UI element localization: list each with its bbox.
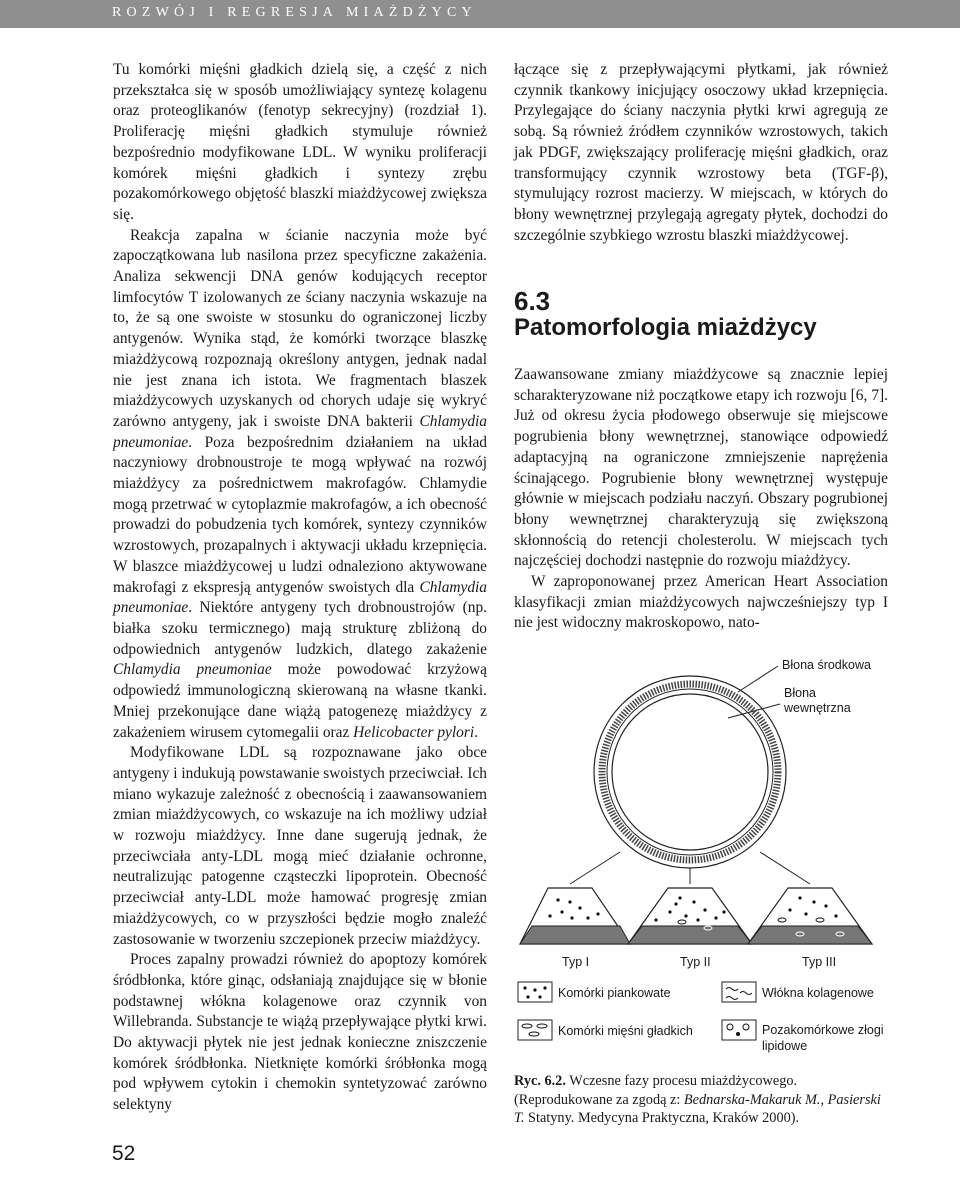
legend-foam-cells bbox=[518, 982, 671, 1002]
legend-collagen-label: Włókna kolagenowe bbox=[762, 986, 874, 1000]
paragraph: Zaawansowane zmiany miażdżycowe są znacznie lepiej scharakteryzowane niż początkowe etapy ich rozwoju [6, 7]. Już od okresu życia płodowego obserwuje się miejscowe pogrubienia błony wewnętrznej, stanowiące odpowiedź adaptacyjną na ograniczone zmniejszenie naprężenia ścinającego. Pogrubienie błony wewnętrznej występuje głównie w miejscach podziału naczyń. Obszary pogrubionej błony wewnętrznej charakteryzują się zwiększoną skłonnością do retencji cholesterolu. W miejscach tych najczęściej dochodzi następnie do rozwoju miażdżycy. bbox=[514, 366, 888, 570]
sector-type-2 bbox=[628, 888, 752, 944]
sector-type-1 bbox=[520, 888, 630, 944]
right-column-top bbox=[514, 60, 888, 246]
legend-collagen bbox=[722, 982, 874, 1002]
type-label: Typ III bbox=[802, 955, 837, 969]
vessel-outer-edge bbox=[594, 676, 786, 868]
paragraph: Tu komórki mięśni gładkich dzielą się, a część z nich przekształca się w sposób umożliwiający syntezę kolagenu oraz proteoglikanów (fenotyp sekrecyjny) (rozdział 1). Proliferację mięśni gładkich stymuluje również bezpośrednio modyfikowane LDL. W wyniku proliferacji komórek mięśni gładkich i syntezy zrębu pozakomórkowego objętość blaszki miażdżycowej zwiększa się. bbox=[113, 61, 487, 223]
sector-type-3 bbox=[748, 888, 872, 944]
paragraph: Reakcja zapalna w ścianie naczynia może być zapoczątkowana lub nasilona przez specyficzne zakażenia. Analiza sekwencji DNA genów kodujących receptor limfocytów T izolowanych ze ściany naczynia wskazuje na to, że są one swoiste w stosunku do ograniczonej liczby antygenów. Wynika stąd, że komórki tworzące blaszkę miażdżycową rozpoznają określony antygen, jednak nadal nie jest znana ich istota. We fragmentach blaszek miażdżycowych uzyskanych od chorych udaje się wykryć zarówno antygeny, jak i swoiste DNA bakterii Chlamydia pneumoniae. Poza bezpośrednim działaniem na układ naczyniowy drobnoustroje te mogą wpływać na rozwój miażdżycy za pośrednictwem makrofagów. Chlamydie mogą przetrwać w cytoplazmie makrofagów, a ich obecność prowadzi do pobudzenia tych komórek, syntezy czynników wzrostowych, prozapalnych i aktywacji układu krzepnięcia. W blaszce miażdżycowej u ludzi odnaleziono aktywowane makrofagi z ekspresją antygenów swoistych dla Chlamydia pneumoniae. Niektóre antygeny tych drobnoustrojów (np. białka szoku termicznego) mają strukturę zbliżoną do odpowiednich antygenów ludzkich, dlatego zakażenie Chlamydia pneumoniae może powodować krzyżową odpowiedź immunologiczną skierowaną na własne tkanki. Mniej przekonujące dane wiążą patogenezę miażdżycy z zakażeniem wirusem cytomegalii oraz Helicobacter pylori. bbox=[113, 226, 487, 741]
page-number: 52 bbox=[112, 1142, 136, 1165]
label-intima-line1: Błona bbox=[784, 686, 816, 700]
figure-caption: Ryc. 6.2. Wczesne fazy procesu miażdżycowego. (Reprodukowane za zgodą z: Bednarska-Makaruk M., Pasierski T. Statyny. Medycyna Praktyczna, Kraków 2000). bbox=[514, 1073, 881, 1126]
paragraph: łączące się z przepływającymi płytkami, jak również czynnik tkankowy inicjujący osoczowy układ krzepnięcia. Przylegające do ściany naczynia płytki krwi agregują ze sobą. Są również źródłem czynników wzrostowych, takich jak PDGF, zwiększający proliferację mięśni gładkich, oraz transformujący czynnik wzrostowy beta (TGF-β), stymulujący rozrost macierzy. W miejscach, w których do błony wewnętrznej przylegają agregaty płytek, dochodzi do szczególnie szybkiego wzrostu blaszki miażdżycowej. bbox=[514, 61, 888, 244]
type-label: Typ I bbox=[562, 955, 590, 969]
leader-line bbox=[738, 666, 778, 692]
connector-line bbox=[570, 852, 620, 884]
label-intima-line2: wewnętrzna bbox=[784, 701, 851, 715]
running-header bbox=[0, 0, 960, 28]
figure-atherosclerosis-phases bbox=[510, 652, 890, 1062]
paragraph: Modyfikowane LDL są rozpoznawane jako obce antygeny i indukują powstawanie swoistych przeciwciał. Ich miano wykazuje zależność z obecnością i zaawansowaniem zmian miażdżycowych, co wskazuje na ich możliwy udział w rozwoju miażdżycy. Inne dane sugerują jednak, że przeciwciała anty-LDL mogą mieć działanie ochronne, neutralizując patogenne cząsteczki lipoprotein. Obecność przeciwciał anty-LDL może hamować progresję zmian miażdżycowych, co w przyszłości będzie mogło znaleźć zastosowanie w tworzeniu szczepionek przeciw miażdżycy. bbox=[113, 744, 487, 948]
right-column-body bbox=[514, 365, 888, 634]
vessel-media-inner bbox=[607, 689, 773, 855]
vessel-intima bbox=[612, 694, 768, 850]
legend-lipid bbox=[722, 1020, 884, 1053]
left-column bbox=[113, 60, 487, 1116]
legend-smooth-muscle bbox=[518, 1020, 693, 1040]
vessel-media bbox=[602, 684, 778, 860]
section-title: Patomorfologia miażdżycy bbox=[514, 314, 817, 341]
paragraph: Proces zapalny prowadzi również do apoptozy komórek śródbłonka, które ginąc, odsłaniają znajdujące się w błonie podstawnej włókna kolagenowe oraz czynnik von Willebranda. Substancje te wiążą przepływające płytki krwi. Do aktywacji płytek nie jest jednak konieczne zniszczenie komórek śródbłonka. Nietknięte komórki śróbłonka mogą pod wpływem cytokin i chemokin syntetyzować zarówno selektyny bbox=[113, 951, 487, 1114]
legend-lipid-label-1: Pozakomórkowe złogi bbox=[762, 1023, 884, 1037]
section-number: 6.3 bbox=[514, 286, 551, 316]
running-header-title: ROZWÓJ I REGRESJA MIAŻDŻYCY bbox=[112, 5, 477, 20]
legend-lipid-label-2: lipidowe bbox=[762, 1039, 808, 1053]
legend-smooth-muscle-label: Komórki mięśni gładkich bbox=[558, 1024, 693, 1038]
caption-label: Ryc. 6.2. bbox=[514, 1073, 566, 1089]
label-media: Błona środkowa bbox=[782, 658, 871, 672]
type-label: Typ II bbox=[680, 955, 711, 969]
connector-line bbox=[760, 852, 810, 884]
leader-line bbox=[728, 704, 780, 718]
legend-foam-cells-label: Komórki piankowate bbox=[558, 986, 671, 1000]
paragraph: W zaproponowanej przez American Heart Association klasyfikacji zmian miażdżycowych najwcześniejszy typ I nie jest widoczny makroskopowo, nato- bbox=[514, 573, 888, 632]
